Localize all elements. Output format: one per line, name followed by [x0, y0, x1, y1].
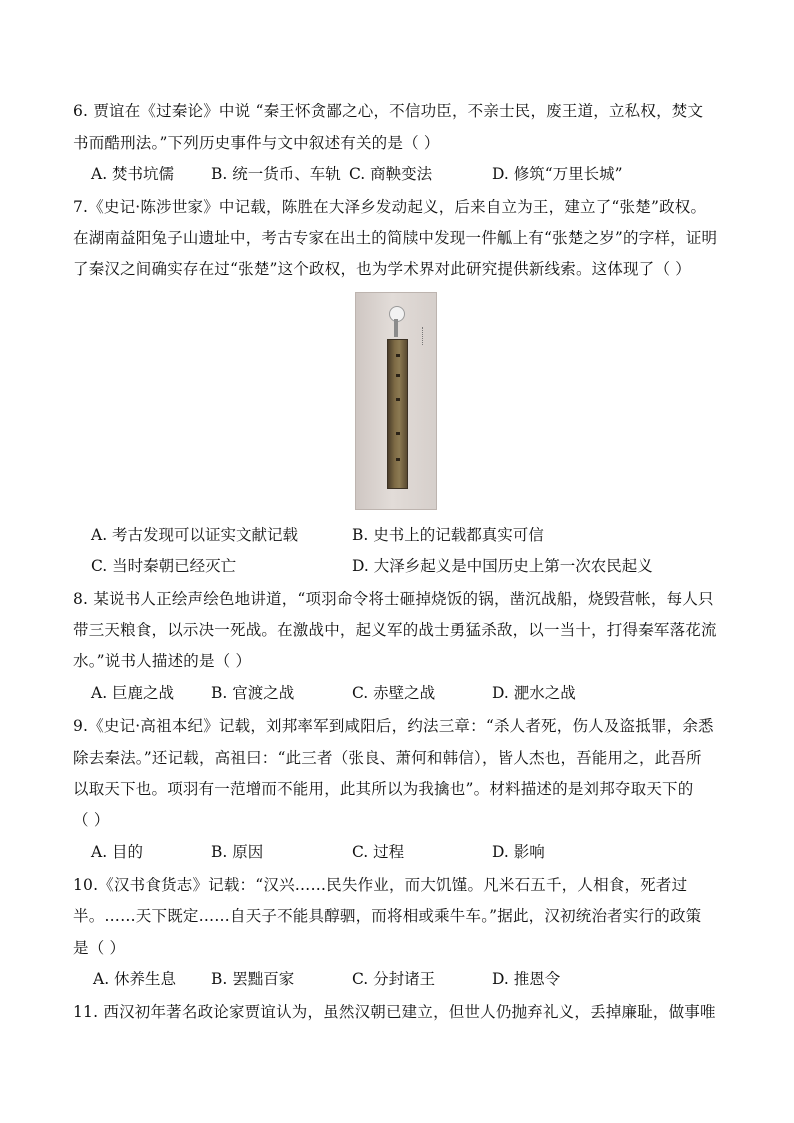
q9-option-d: D. 影响	[492, 843, 545, 861]
q10-option-d: D. 推恩令	[492, 970, 561, 988]
q10-option-c: C. 分封诸王	[352, 970, 436, 988]
q7-stem-line-2: 在湖南益阳兔子山遗址中，考古专家在出土的简牍中发现一件觚上有“张楚之岁”的字样，证明	[73, 229, 718, 247]
q8-option-b: B. 官渡之战	[211, 684, 295, 702]
q7-option-c: C. 当时秦朝已经灭亡	[91, 557, 237, 575]
q7-option-a: A. 考古发现可以证实文献记载	[91, 526, 299, 544]
bamboo-slip-photo	[355, 292, 437, 510]
q10-stem-line-2: 半。……天下既定……自天子不能具醇驷，而将相或乘牛车。”据此，汉初统治者实行的政策	[73, 907, 702, 925]
q9-option-a: A. 目的	[91, 843, 144, 861]
q6-stem-line-2: 书而酷刑法。”下列历史事件与文中叙述有关的是（ ）	[73, 134, 440, 152]
q6-option-a: A. 焚书坑儒	[91, 165, 175, 183]
q8-option-a: A. 巨鹿之战	[91, 684, 175, 702]
q9-stem-line-2: 除去秦法。”还记载，高祖曰：“此三者（张良、萧何和韩信），皆人杰也，吾能用之，此吾所	[73, 749, 702, 767]
q8-option-d: D. 淝水之战	[492, 684, 576, 702]
q10-option-a: A. 休养生息	[93, 970, 177, 988]
inscribed-slip	[387, 339, 408, 489]
q6-option-b: B. 统一货币、车轨	[211, 165, 341, 183]
q11-stem-line-1: 11. 西汉初年著名政论家贾谊认为，虽然汉朝已建立，但世人仍抛弃礼义，丢掉廉耻，做事唯	[73, 1003, 716, 1021]
q10-stem-line-1: 10.《汉书食货志》记载：“汉兴……民失作业，而大饥馑。凡米石五千，人相食，死者过	[73, 876, 688, 894]
q9-option-b: B. 原因	[211, 843, 264, 861]
q8-stem-line-1: 8. 某说书人正绘声绘色地讲道，“项羽命令将士砸掉烧饭的锅，凿沉战船，烧毁营帐，每人只	[73, 590, 714, 608]
q10-stem-line-3: 是（ ）	[73, 939, 126, 957]
q7-stem-line-1: 7.《史记·陈涉世家》中记载，陈胜在大泽乡发动起义，后来自立为王，建立了“张楚”政权。	[73, 198, 707, 216]
q9-stem-line-1: 9.《史记·高祖本纪》记载，刘邦率军到咸阳后，约法三章：“杀人者死，伤人及盗抵罪，余悉	[73, 717, 714, 735]
q9-stem-line-4: （ ）	[73, 811, 110, 829]
q8-stem-line-2: 带三天粮食，以示决一死战。在激战中，起义军的战士勇猛杀敌，以一当十，打得秦军落花流	[73, 621, 717, 639]
q10-option-b: B. 罢黜百家	[211, 970, 295, 988]
q6-option-c: C. 商鞅变法	[349, 165, 433, 183]
q8-stem-line-3: 水。”说书人描述的是（ ）	[73, 652, 252, 670]
q8-option-c: C. 赤壁之战	[352, 684, 436, 702]
q6-stem-line-1: 6. 贾谊在《过秦论》中说 “秦王怀贪鄙之心，不信功臣，不亲士民，废王道，立私权，焚文	[73, 102, 704, 120]
q6-option-d: D. 修筑“万里长城”	[492, 165, 623, 183]
q9-stem-line-3: 以取天下也。项羽有一范增而不能用，此其所以为我擒也”。材料描述的是刘邦夺取天下的	[73, 780, 694, 798]
q9-option-c: C. 过程	[352, 843, 405, 861]
q7-option-b: B. 史书上的记载都真实可信	[352, 526, 544, 544]
q7-stem-line-3: 了秦汉之间确实存在过“张楚”这个政权，也为学术界对此研究提供新线索。这体现了（ ）	[73, 260, 691, 278]
q7-option-d: D. 大泽乡起义是中国历史上第一次农民起义	[352, 557, 653, 575]
